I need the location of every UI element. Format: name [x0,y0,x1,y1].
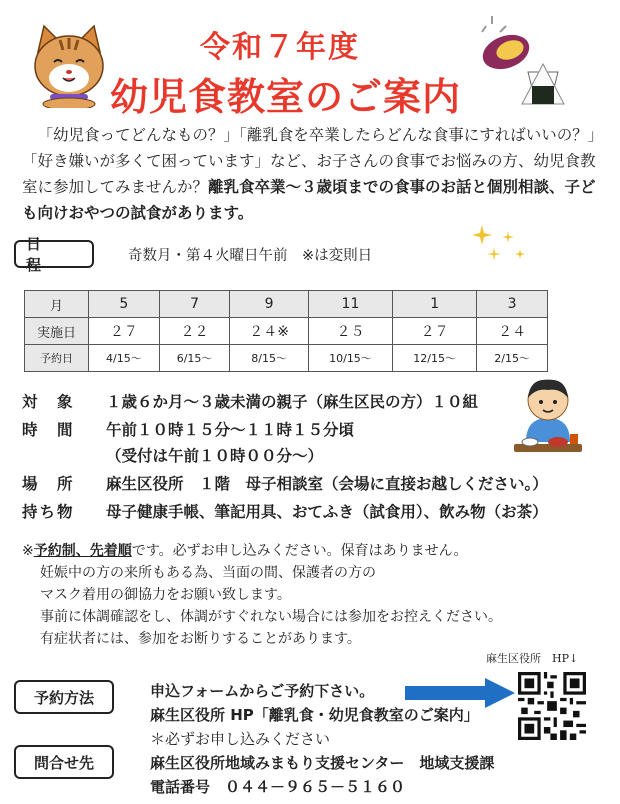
contact-line1: 麻生区役所地域みまもり支援センター 地域支援課 [150,754,495,772]
table-cell: 6/15～ [159,345,230,372]
table-header-cell: 3 [477,291,548,318]
hp-caption: 麻生区役所 HP↓ [486,652,579,665]
intro-text [22,122,604,226]
table-cell: 12/15～ [393,345,477,372]
table-cell: ２４※ [230,318,308,345]
table-row [25,318,548,345]
notes-line: 有症状者には、参加をお断りすることがあります。 [40,631,361,647]
schedule-label: 日 程 [14,240,94,268]
info-time [22,418,354,440]
reservation-line1: 申込フォームからご予約下さい。 [150,682,375,700]
page-title: 幼児食教室のご案内 [110,75,462,119]
info-place [22,472,548,494]
info-key: 持ち物 [22,503,75,521]
table-header-cell: 5 [89,291,160,318]
info-key [22,444,106,466]
child-eating-illustration [508,372,588,464]
table-cell: 4/15～ [89,345,160,372]
table-cell: ２７ [393,318,477,345]
table-header-cell: 11 [308,291,392,318]
info-value: （受付は午前１０時００分～） [106,447,324,465]
notes-line: マスク着用の御協力をお願い致します。 [40,587,291,603]
notes-line [22,540,502,562]
table-row [25,345,548,372]
info-value: 午前１０時１５分～１１時１５分頃 [106,421,355,439]
contact-label: 問合せ先 [14,745,114,779]
notes-line: 事前に体調確認をし、体調がすぐれない場合には参加をお控えください。 [40,609,502,625]
table-header-cell: 月 [25,291,89,318]
info-key: 対 象 [22,393,75,411]
reservation-line3: ＊必ずお申し込みください [150,730,331,748]
intro-normal: 「幼児食ってどんなもの？」「離乳食を卒業したらどんな食事にすればいいの？」「好き嫌いが多くて困っています」など、お子さんの食事でお悩みの方、幼児食教室に参加してみませんか？ [22,126,604,196]
sweet-potato-riceball-illustration [470,12,570,108]
table-cell: ２４ [477,318,548,345]
table-header-cell: 1 [393,291,477,318]
sparkle-icon [470,225,530,265]
info-key: 時 間 [22,421,75,439]
info-value: １歳６か月～３歳未満の親子（麻生区民の方）１０組 [106,393,479,411]
notes-underline: 予約制、先着順 [33,543,132,559]
table-cell: 2/15～ [477,345,548,372]
table-header-cell: 9 [230,291,308,318]
info-belongings [22,500,548,522]
table-cell: 10/15～ [308,345,392,372]
notes-prefix: ※ [22,543,34,559]
table-cell: ２７ [89,318,160,345]
table-cell: ２２ [159,318,230,345]
table-cell: 8/15～ [230,345,308,372]
reservation-line2: 麻生区役所 HP「離乳食・幼児食教室のご案内」 [150,706,479,724]
info-reception [22,444,323,466]
notes [22,540,502,650]
arrow-right-icon [405,678,515,708]
notes-line: 妊娠中の方の来所もある為、当面の間、保護者の方の [40,565,376,581]
title-year: 令和７年度 [200,30,360,65]
table-row-head: 予約日 [25,345,89,372]
contact-phone: 電話番号 ０４４－９６５－５１６０ [150,778,406,796]
info-value: 母子健康手帳、筆記用具、おてふき（試食用）、飲み物（お茶） [106,503,548,521]
reservation-label: 予約方法 [14,680,114,714]
info-target [22,390,478,412]
schedule-table [24,290,548,372]
info-value: 麻生区役所 １階 母子相談室（会場に直接お越しください。） [106,475,548,493]
table-row-head: 実施日 [25,318,89,345]
table-row [25,291,548,318]
qr-code[interactable] [518,672,586,740]
info-key: 場 所 [22,475,75,493]
cat-illustration [30,22,108,108]
table-cell: ２５ [308,318,392,345]
notes-line1-rest: です。必ずお申し込みください。保育はありません。 [131,543,468,559]
table-header-cell: 7 [159,291,230,318]
schedule-text: 奇数月・第４火曜日午前 ※は変則日 [128,248,373,264]
intro-bold: 離乳食卒業～３歳頃までの食事のお話と個別相談、子ども向けおやつの試食があります。 [22,178,596,222]
